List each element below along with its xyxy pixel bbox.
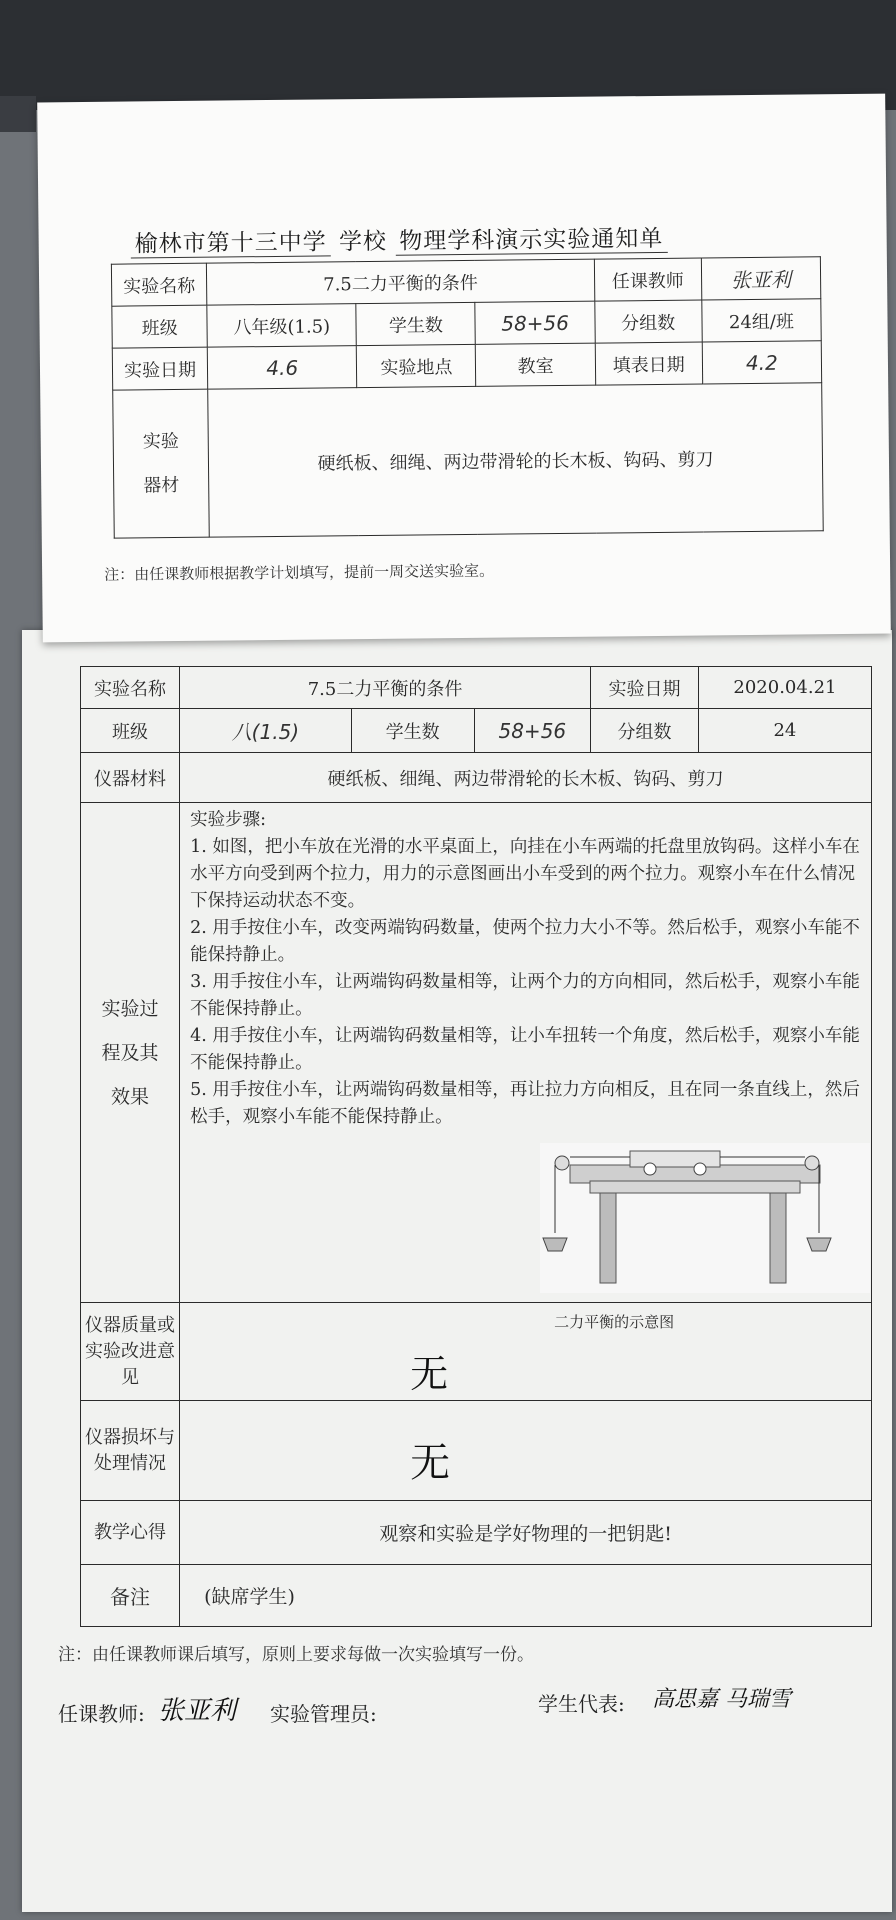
value-materials: 硬纸板、细绳、两边带滑轮的长木板、钩码、剪刀 [180,753,872,803]
label-students: 学生数 [351,709,474,753]
value-groups: 24 [698,709,871,753]
damage-cell [180,1401,872,1501]
label-notice-groups: 分组数 [594,300,702,343]
step-5: 5. 用手按住小车，让两端钩码数量相等，再让拉力方向相反，且在同一条直线上，然后松手，观察小车能不能保持静止。 [190,1080,860,1127]
value-notice-fill-date: 4.2 [702,341,822,384]
label-experiment-name: 实验名称 [81,667,180,709]
student-rep-label: 学生代表: [538,1692,625,1716]
label-materials: 仪器材料 [81,753,180,803]
value-quality: 无 [410,1352,449,1396]
step-4: 4. 用手按住小车，让两端钩码数量相等，让小车扭转一个角度，然后松手，观察小车能不能保持静止。 [190,1026,860,1073]
notice-title [130,218,810,258]
label-notice-class: 班级 [112,305,208,348]
quality-cell [180,1303,872,1401]
figure-caption: 二力平衡的示意图 [554,1313,675,1331]
steps-title: 实验步骤: [190,810,266,830]
label-process-text: 实验过程及其效果 [101,997,159,1108]
school-name: 榆林市第十三中学 [131,229,331,258]
two-force-balance-figure [540,1143,870,1293]
value-notice-equipment: 硬纸板、细绳、两边带滑轮的长木板、钩码、剪刀 [208,383,823,537]
record-note: 注：由任课教师课后填写，原则上要求每做一次实验填写一份。 [58,1645,534,1665]
step-2: 2. 用手按住小车，改变两端钩码数量，使两个拉力大小不等。然后松手，观察小车能不能保持静止。 [190,918,860,965]
value-remarks: (缺席学生) [180,1565,872,1627]
step-3: 3. 用手按住小车，让两端钩码数量相等，让两个力的方向相同，然后松手，观察小车能不能保持静止。 [190,972,860,1019]
teacher-signature-label: 任课教师: [58,1702,145,1726]
value-notice-class: 八年级(1.5) [207,304,357,348]
form-title: 物理学科演示实验通知单 [395,226,667,256]
label-damage: 仪器损坏与处理情况 [81,1401,180,1501]
value-notice-students: 58+56 [475,301,595,344]
record-table [80,666,872,1627]
value-experiment-date: 2020.04.21 [698,667,871,709]
label-notice-location: 实验地点 [357,344,477,387]
background-object [0,96,36,132]
value-notice-date: 4.6 [207,346,357,390]
teacher-signature: 张亚利 [158,1696,237,1726]
label-insight: 教学心得 [81,1501,180,1565]
manager-signature-label: 实验管理员: [270,1702,377,1726]
label-class: 班级 [81,709,180,753]
student-rep-signature: 高思嘉 马瑞雪 [652,1687,791,1712]
label-groups: 分组数 [591,709,699,753]
value-notice-experiment-name: 7.5二力平衡的条件 [207,259,595,305]
notice-table [111,256,824,538]
value-notice-groups: 24组/班 [702,299,822,342]
value-class: 八(1.5) [180,709,352,753]
label-notice-date: 实验日期 [112,347,208,390]
label-quality: 仪器质量或实验改进意见 [81,1303,180,1401]
value-notice-teacher: 张亚利 [701,257,821,300]
value-experiment-name: 7.5二力平衡的条件 [180,667,591,709]
process-cell [180,803,872,1303]
value-students: 58+56 [474,709,590,753]
label-experiment-date: 实验日期 [591,667,699,709]
label-remarks: 备注 [81,1565,180,1627]
value-notice-location: 教室 [476,343,596,386]
label-notice-teacher: 任课教师 [594,258,702,301]
label-notice-students: 学生数 [356,302,476,345]
label-process [81,803,180,1303]
step-1: 1. 如图，把小车放在光滑的水平桌面上，向挂在小车两端的托盘里放钩码。这样小车在水平方向受到两个拉力，用力的示意图画出小车受到的两个拉力。观察小车在什么情况下保持运动状态不变。 [190,837,860,911]
experiment-record-sheet [22,630,892,1912]
school-suffix: 学校 [338,228,388,256]
label-notice-experiment-name: 实验名称 [111,263,207,306]
notice-note: 注：由任课教师根据教学计划填写，提前一周交送实验室。 [104,561,495,584]
value-damage: 无 [410,1440,451,1486]
label-notice-equipment [113,389,210,538]
value-insight: 观察和实验是学好物理的一把钥匙! [180,1501,872,1565]
label-notice-fill-date: 填表日期 [595,342,703,385]
experiment-notice-sheet [37,94,891,643]
label-notice-equipment-text: 实验器材 [142,430,180,496]
background-desk [0,0,896,110]
